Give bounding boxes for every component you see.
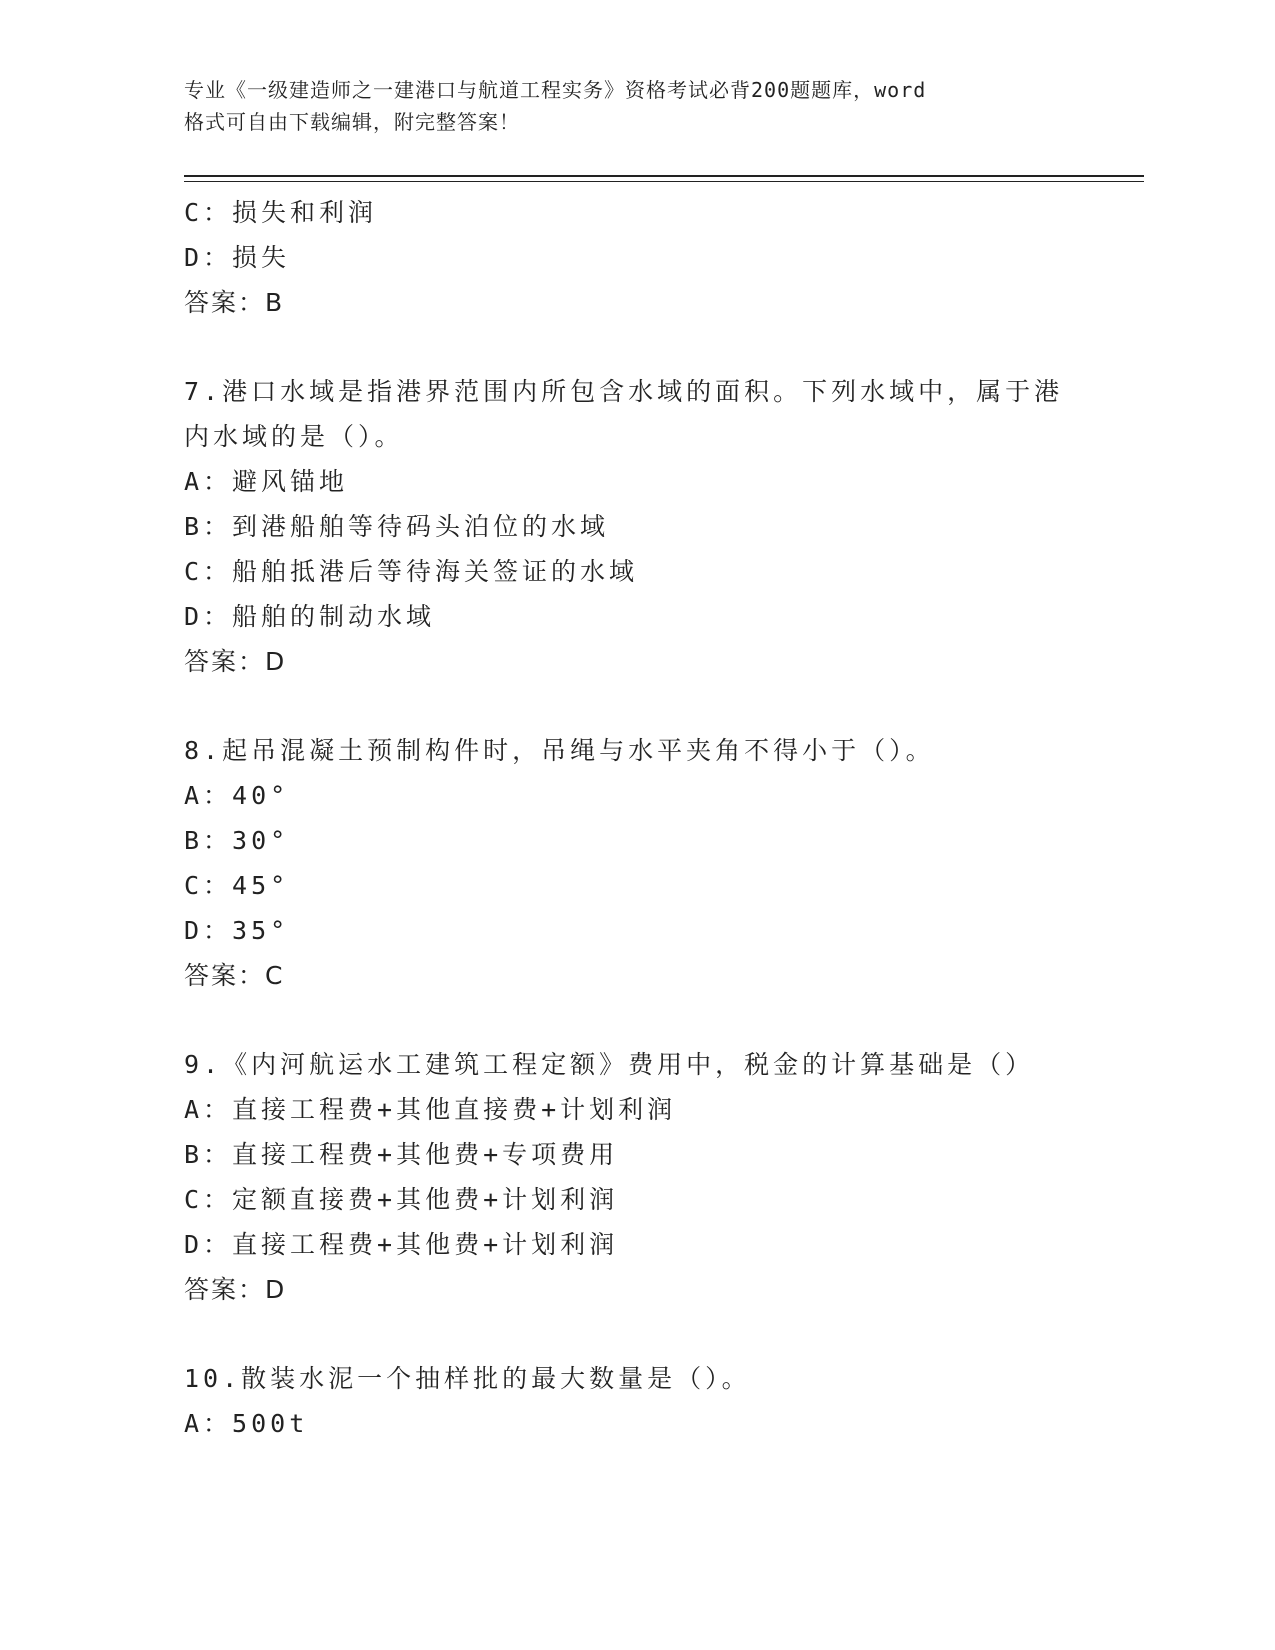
header-divider-thick [184,175,1144,177]
question-7 [184,369,1144,684]
question-stem: 10.散装水泥一个抽样批的最大数量是（）。 [184,1364,751,1393]
option-a: A：40° [184,781,290,810]
option-d: D：船舶的制动水域 [184,602,436,631]
question-stem-line-2: 内水域的是（）。 [184,422,404,451]
option-d: D：直接工程费+其他费+计划利润 [184,1230,619,1259]
header-title-line-1: 专业《一级建造师之一建港口与航道工程实务》资格考试必背200题题库，word [184,78,927,102]
option-c: C：损失和利润 [184,198,378,227]
answer-line: 答案：D [184,1275,287,1304]
answer-line: 答案：B [184,288,285,317]
answer-line: 答案：C [184,961,285,990]
option-c: C：45° [184,871,290,900]
question-10 [184,1356,1144,1446]
question-9 [184,1042,1144,1312]
question-6-tail [184,190,1144,325]
header-divider-thin [184,181,1144,182]
option-a: A：避风锚地 [184,467,349,496]
question-stem: 8.起吊混凝土预制构件时，吊绳与水平夹角不得小于（）。 [184,736,935,765]
option-d: D：35° [184,916,290,945]
question-stem-line-1: 7.港口水域是指港界范围内所包含水域的面积。下列水域中，属于港 [184,377,1064,406]
option-c: C：船舶抵港后等待海关签证的水域 [184,557,639,586]
option-d: D：损失 [184,243,291,272]
option-c: C：定额直接费+其他费+计划利润 [184,1185,619,1214]
option-b: B：30° [184,826,290,855]
question-stem: 9.《内河航运水工建筑工程定额》费用中，税金的计算基础是（） [184,1050,1035,1079]
option-a: A：直接工程费+其他直接费+计划利润 [184,1095,677,1124]
question-list [184,190,1144,1446]
answer-line: 答案：D [184,647,287,676]
question-8 [184,728,1144,998]
option-a: A：500t [184,1409,309,1438]
option-b: B：到港船舶等待码头泊位的水域 [184,512,610,541]
option-b: B：直接工程费+其他费+专项费用 [184,1140,619,1169]
document-header [184,74,1084,138]
header-title-line-2: 格式可自由下载编辑，附完整答案！ [184,110,520,134]
